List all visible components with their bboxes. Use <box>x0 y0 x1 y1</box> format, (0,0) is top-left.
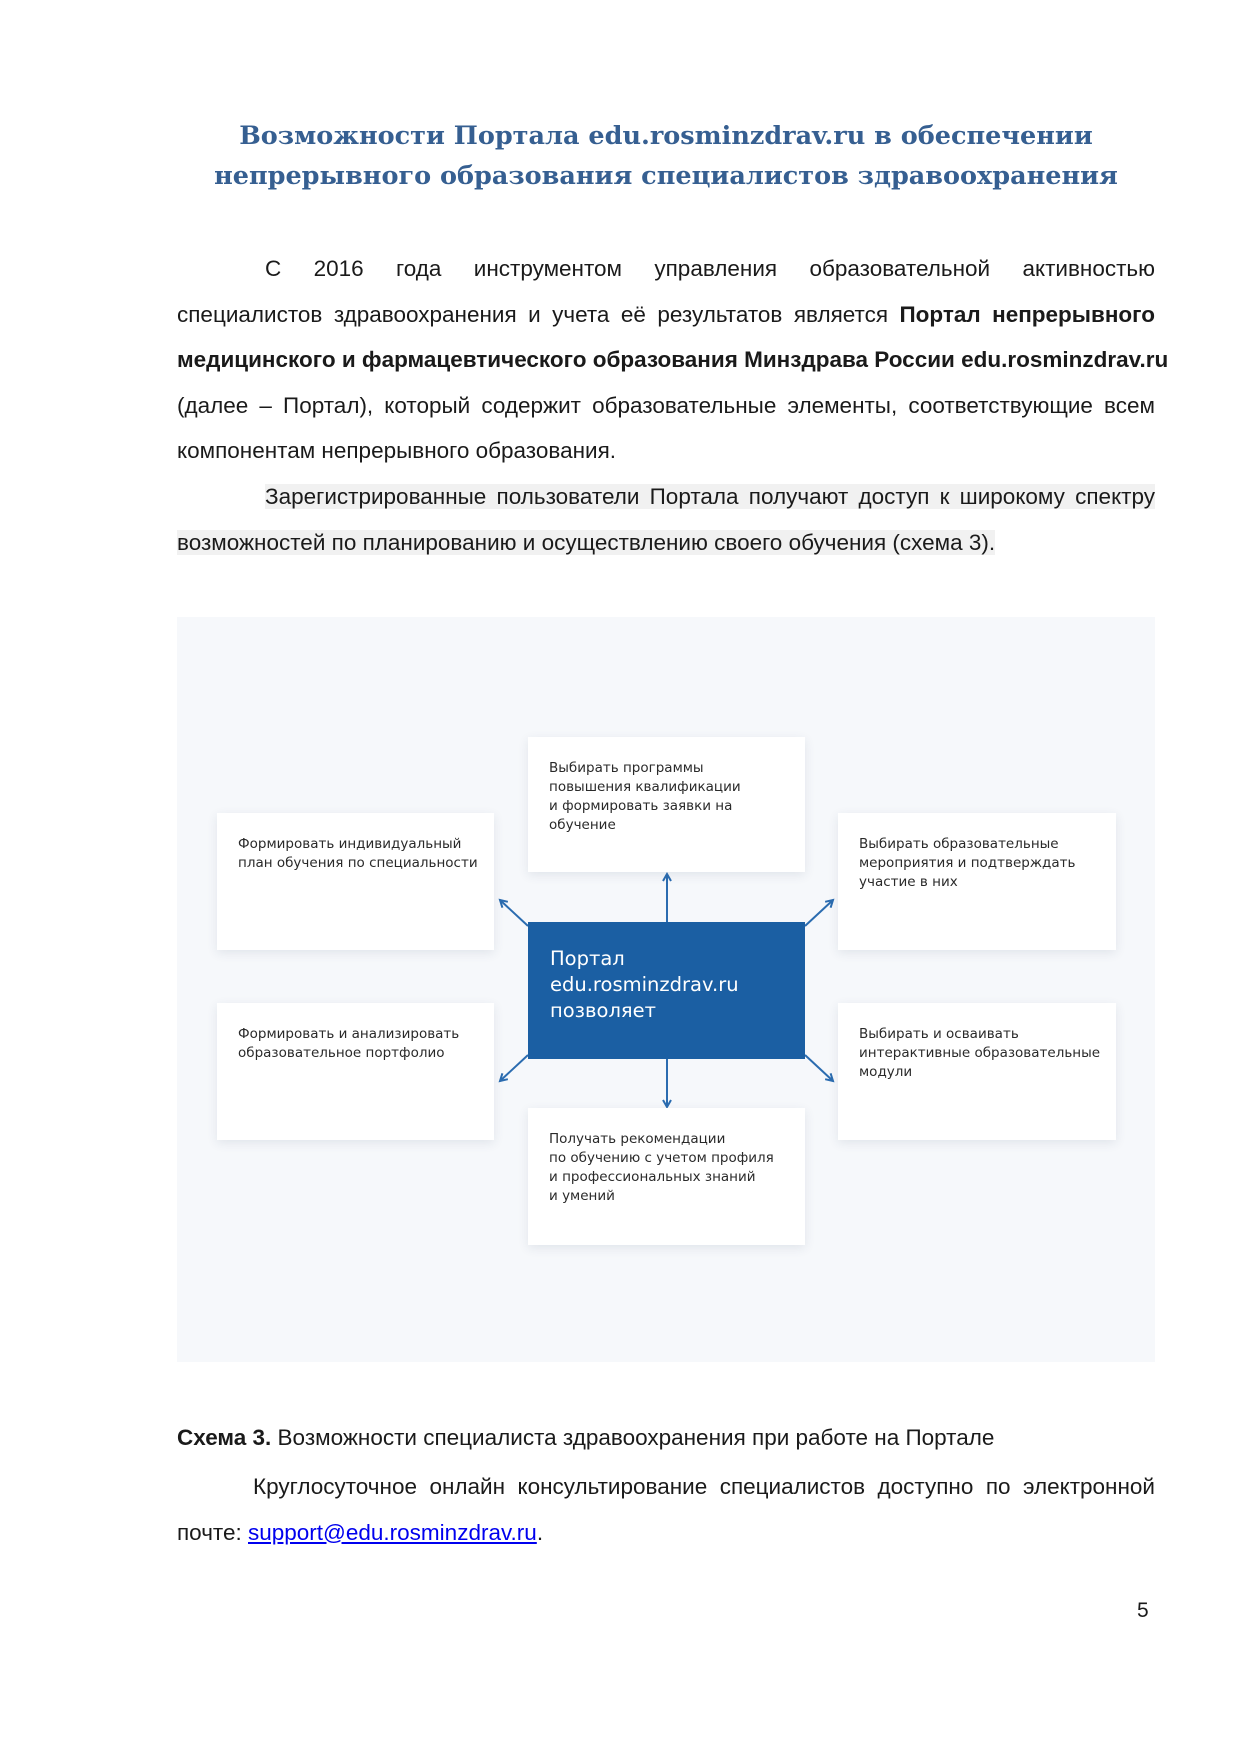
support-line-1: Круглосуточное онлайн консультирование специалистов доступно по электронной <box>253 1474 1155 1499</box>
title-line-1: Возможности Портала edu.rosminzdrav.ru в обеспечении <box>239 121 1093 151</box>
arrow-right-down <box>805 1055 833 1081</box>
intro-line-3 <box>177 337 1169 383</box>
users-line-1: Зарегистрированные пользователи Портала получают доступ к широкому спектру <box>265 484 1155 509</box>
page-number: 5 <box>1137 1599 1149 1622</box>
box-top: Выбирать программы повышения квалификации и формировать заявки на обучение <box>528 737 805 872</box>
page-title <box>176 116 1156 196</box>
support-line-2: почте: support@edu.rosminzdrav.ru. <box>177 1519 544 1545</box>
box-right-top: Выбирать образовательные мероприятия и подтверждать участие в них <box>838 813 1116 950</box>
box-bottom: Получать рекомендации по обучению с учетом профиля и профессиональных знаний и умений <box>528 1108 805 1245</box>
scheme-diagram <box>177 617 1155 1362</box>
intro-paragraph <box>177 246 1169 474</box>
arrow-right-up <box>805 900 833 926</box>
users-line-2: возможностей по планированию и осуществлению своего обучения (схема 3). <box>177 529 996 555</box>
box-left-top: Формировать индивидуальный план обучения по специальности <box>217 813 494 950</box>
caption-label: Схема 3. <box>177 1425 272 1450</box>
portal-name-bold: Портал непрерывного <box>899 301 1155 327</box>
arrow-left-down <box>500 1055 528 1081</box>
support-paragraph <box>177 1464 1155 1555</box>
users-paragraph <box>177 474 1155 565</box>
support-email-link[interactable]: support@edu.rosminzdrav.ru <box>248 1519 537 1545</box>
arrow-left-up <box>500 900 528 926</box>
portal-name-bold-cont: медицинского и фармацевтического образования Минздрава России edu.rosminzdrav.ru <box>177 347 1169 372</box>
box-left-bottom: Формировать и анализировать образовательное портфолио <box>217 1003 494 1140</box>
box-right-bottom: Выбирать и осваивать интерактивные образовательные модули <box>838 1003 1116 1140</box>
intro-line-1: С 2016 года инструментом управления образовательной активностью <box>265 256 1155 281</box>
intro-line-2: специалистов здравоохранения и учета её результатов является Портал непрерывного <box>177 301 1155 327</box>
intro-line-5: компонентам непрерывного образования. <box>177 438 617 463</box>
center-box-portal: Портал edu.rosminzdrav.ru позволяет <box>528 922 805 1059</box>
scheme-caption <box>177 1423 994 1453</box>
intro-line-4: (далее – Портал), который содержит образовательные элементы, соответствующие всем <box>177 392 1155 418</box>
title-line-2: непрерывного образования специалистов здравоохранения <box>214 161 1118 191</box>
caption-text: Возможности специалиста здравоохранения при работе на Портале <box>271 1425 995 1450</box>
